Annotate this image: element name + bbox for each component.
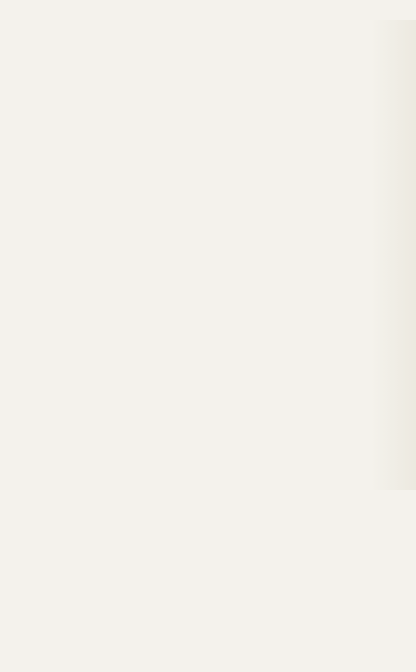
facing-page-bleed (370, 20, 416, 490)
page-footer (0, 635, 416, 651)
